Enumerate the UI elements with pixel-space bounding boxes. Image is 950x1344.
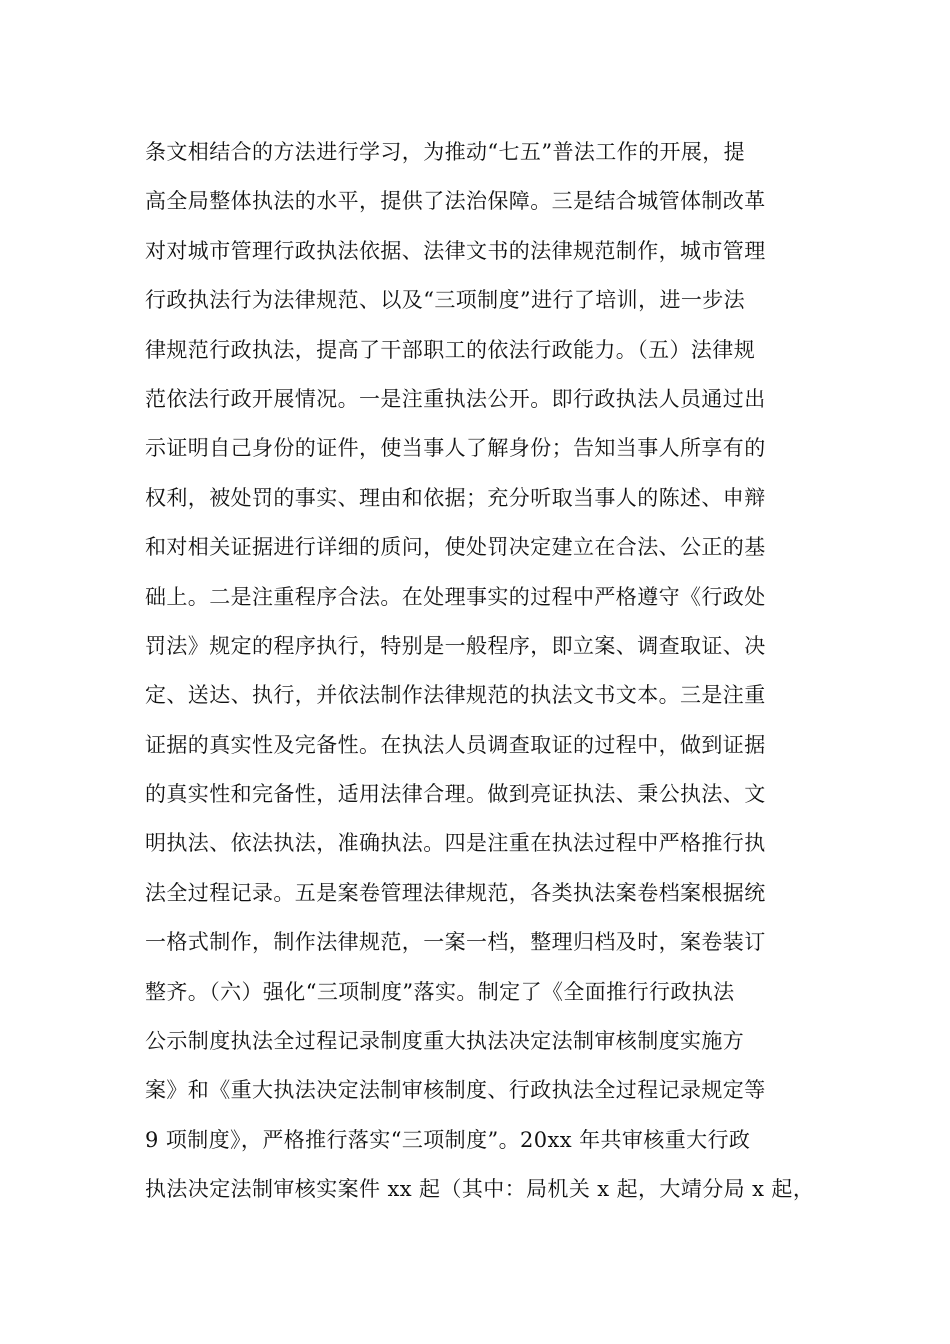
text-line: 整齐。（六）强化“三项制度”落实。制定了《全面推行行政执法	[145, 979, 735, 1004]
text-line: 的真实性和完备性，适用法律合理。做到亮证执法、秉公执法、文	[145, 782, 766, 807]
text-line: 罚法》规定的程序执行，特别是一般程序，即立案、调查取证、决	[145, 633, 766, 658]
text-line: 证据的真实性及完备性。在执法人员调查取证的过程中，做到证据	[145, 732, 766, 757]
text-line: 和对相关证据进行详细的质问，使处罚决定建立在合法、公正的基	[145, 535, 766, 560]
text-line: 执法决定法制审核实案件 xx 起（其中：局机关 x 起，大靖分局 x 起，	[145, 1177, 815, 1202]
text-line: 一格式制作，制作法律规范，一案一档，整理归档及时，案卷装订	[145, 930, 766, 955]
text-line: 条文相结合的方法进行学习，为推动“七五”普法工作的开展，提	[145, 140, 746, 164]
text-line: 对对城市管理行政执法依据、法律文书的法律规范制作，城市管理	[145, 238, 766, 263]
text-line: 础上。二是注重程序合法。在处理事实的过程中严格遵守《行政处	[145, 584, 766, 609]
text-line: 公示制度执法全过程记录制度重大执法决定法制审核制度实施方	[145, 1029, 745, 1054]
text-line: 法全过程记录。五是案卷管理法律规范，各类执法案卷档案根据统	[145, 880, 766, 905]
text-line: 明执法、依法执法，准确执法。四是注重在执法过程中严格推行执	[145, 831, 766, 856]
text-line: 高全局整体执法的水平，提供了法治保障。三是结合城管体制改革	[145, 189, 766, 214]
text-line: 9 项制度》，严格推行落实“三项制度”。20xx 年共审核重大行政	[145, 1127, 751, 1152]
text-line: 案》和《重大执法决定法制审核制度、行政执法全过程记录规定等	[145, 1078, 766, 1103]
text-line: 权利，被处罚的事实、理由和依据；充分听取当事人的陈述、申辩	[145, 485, 766, 510]
text-line: 范依法行政开展情况。一是注重执法公开。即行政执法人员通过出	[145, 386, 766, 411]
text-line: 示证明自己身份的证件，使当事人了解身份；告知当事人所享有的	[145, 436, 766, 461]
text-line: 定、送达、执行，并依法制作法律规范的执法文书文本。三是注重	[145, 683, 766, 708]
text-line: 律规范行政执法，提高了干部职工的依法行政能力。（五）法律规	[145, 337, 756, 362]
text-line: 行政执法行为法律规范、以及“三项制度”进行了培训，进一步法	[145, 288, 746, 313]
body-text	[145, 128, 825, 1215]
